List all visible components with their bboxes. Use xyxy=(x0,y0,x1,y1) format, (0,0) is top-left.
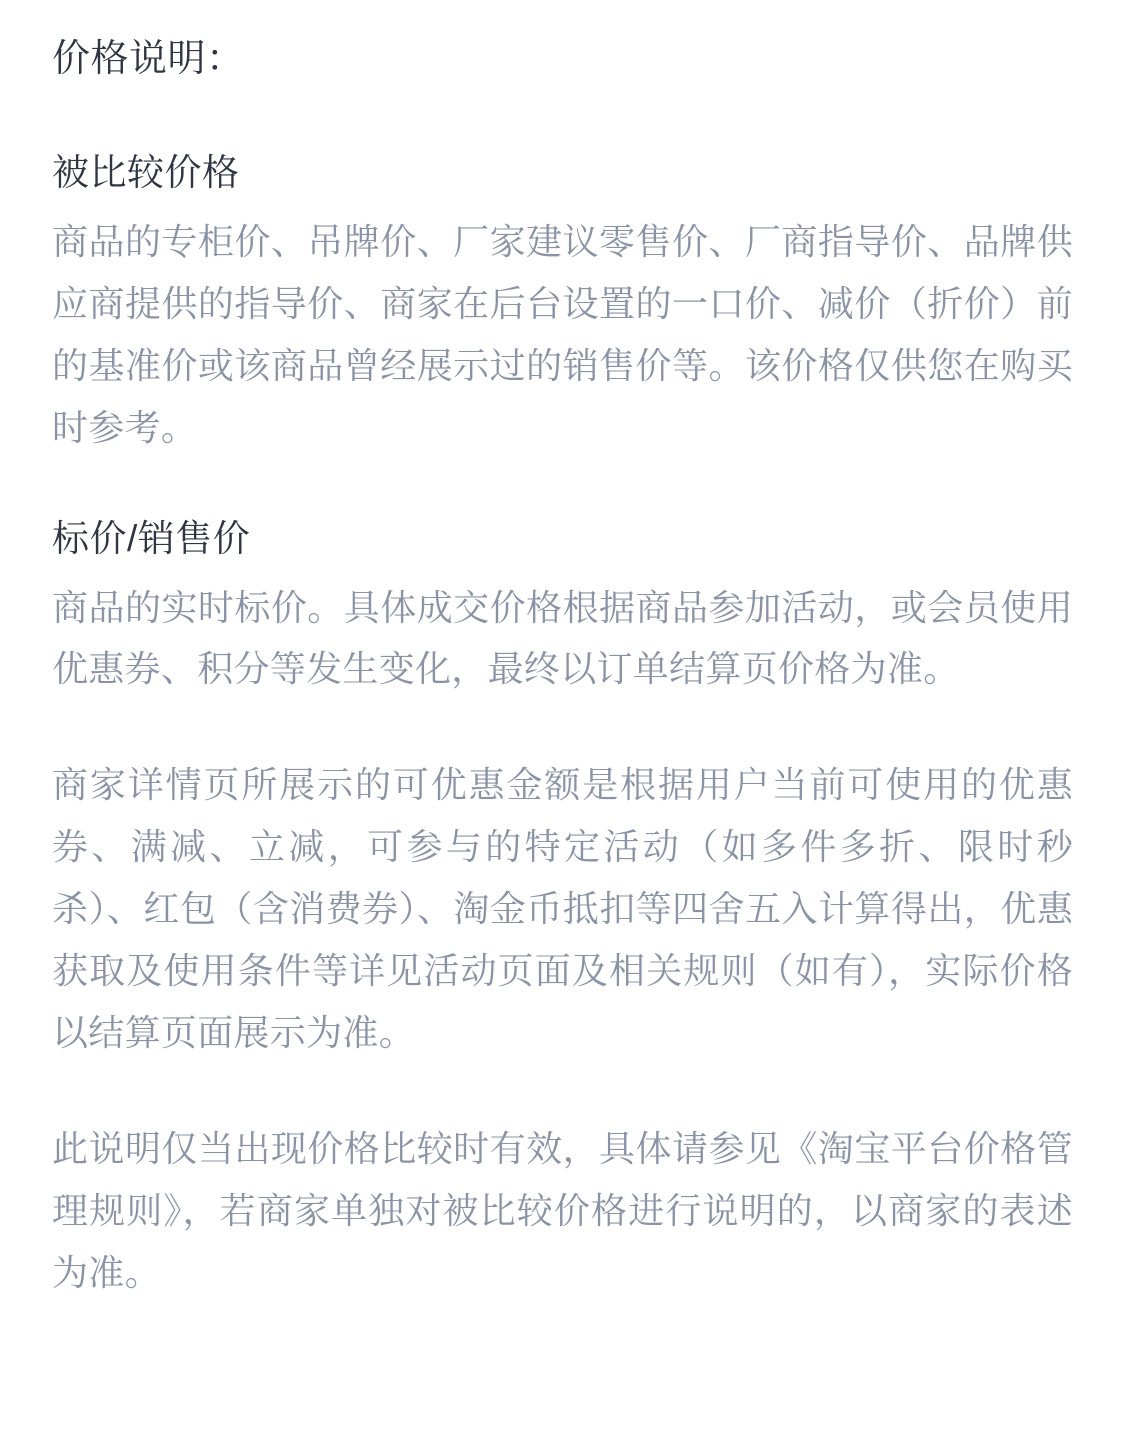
paragraph-text: 此说明仅当出现价格比较时有效，具体请参见《淘宝平台价格管理规则》，若商家单独对被比较价格进行说明的，以商家的表述为准。 xyxy=(52,1127,1073,1293)
section-body-listed-price: 商品的实时标价。具体成交价格根据商品参加活动，或会员使用优惠券、积分等发生变化，最终以订单结算页价格为准。 xyxy=(52,586,1073,690)
section-heading-listed-price: 标价/销售价 xyxy=(52,517,251,559)
paragraph-discount-calculation xyxy=(52,754,1073,1064)
section-body-compared-price: 商品的专柜价、吊牌价、厂家建议零售价、厂商指导价、品牌供应商提供的指导价、商家在后台设置的一口价、减价（折价）前的基准价或该商品曾经展示过的销售价等。该价格仅供您在购买时参考。 xyxy=(52,221,1073,448)
section-heading-compared-price: 被比较价格 xyxy=(52,152,240,194)
section-compared-price xyxy=(52,147,1073,458)
section-listed-price xyxy=(52,513,1073,701)
paragraph-disclaimer xyxy=(52,1118,1073,1304)
paragraph-text: 商家详情页所展示的可优惠金额是根据用户当前可使用的优惠券、满减、立减，可参与的特定活动（如多件多折、限时秒杀）、红包（含消费券）、淘金币抵扣等四舍五入计算得出，优惠获取及使用条件等详见活动页面及相关规则（如有），实际价格以结算页面展示为准。 xyxy=(52,764,1073,1053)
page-title: 价格说明： xyxy=(52,38,245,80)
